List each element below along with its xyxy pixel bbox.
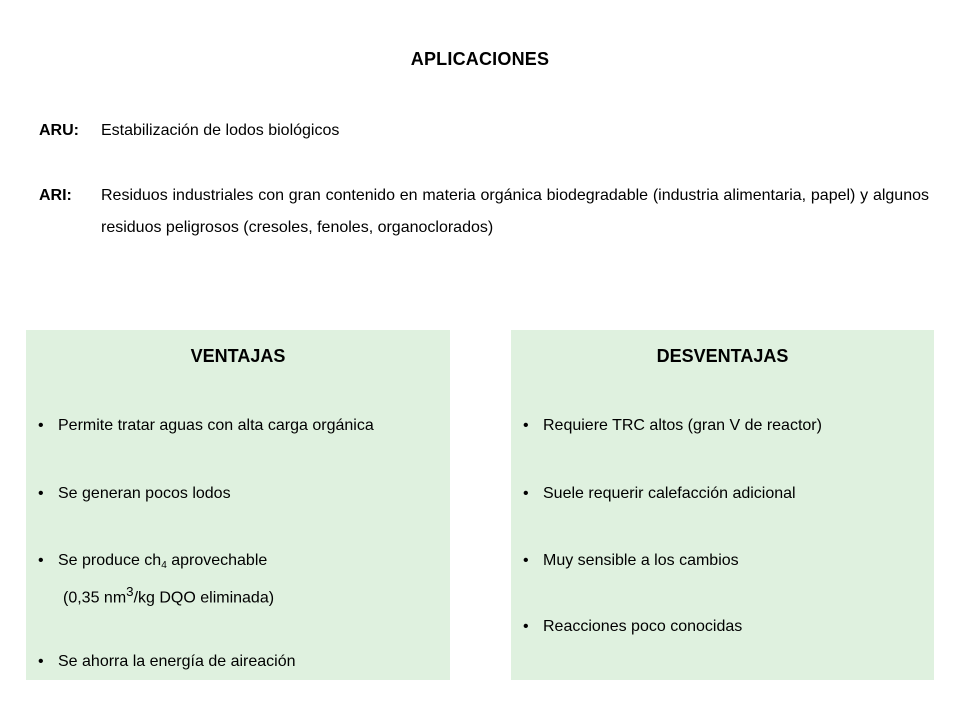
bullet-icon: • (38, 653, 44, 670)
application-key: ARU: (39, 122, 79, 139)
desventajas-box (511, 330, 934, 680)
ventaja-item: • Se produce $ch_4$ aprovechable (38, 552, 268, 571)
page-title: APLICACIONES (410, 49, 550, 69)
desventaja-item: • Suele requerir calefacción adicional (523, 485, 796, 502)
bullet-icon: • (523, 417, 529, 434)
application-text: Residuos industriales con gran contenido en materia orgánica biodegradable (industria alimentaria, papel) y algunos residuos peligrosos (cresoles, fenoles, organoclorados) (101, 187, 929, 236)
bullet-icon: • (523, 618, 529, 635)
ventaja-item: • Permite tratar aguas con alta carga orgánica (38, 417, 374, 434)
desventaja-item: • Muy sensible a los cambios (523, 552, 739, 569)
bullet-icon: • (38, 552, 44, 569)
ventaja-item: • Se generan pocos lodos (38, 485, 231, 502)
ventaja-item: • Se ahorra la energía de aireación (38, 653, 296, 670)
desventaja-item: • Requiere TRC altos (gran V de reactor) (523, 417, 822, 434)
ventaja-item-continuation: (0,35 $nm^3/kg$ DQO eliminada) (63, 584, 275, 607)
ventajas-box (26, 330, 450, 680)
bullet-icon: • (38, 485, 44, 502)
desventaja-item: • Reacciones poco conocidas (523, 618, 743, 635)
ventajas-title: VENTAJAS (190, 346, 286, 366)
bullet-icon: • (523, 552, 529, 569)
application-text: Estabilización de lodos biológicos (101, 122, 340, 139)
bullet-icon: • (38, 417, 44, 434)
application-key: ARI: (39, 187, 72, 204)
bullet-icon: • (523, 485, 529, 502)
desventajas-title: DESVENTAJAS (656, 346, 789, 366)
